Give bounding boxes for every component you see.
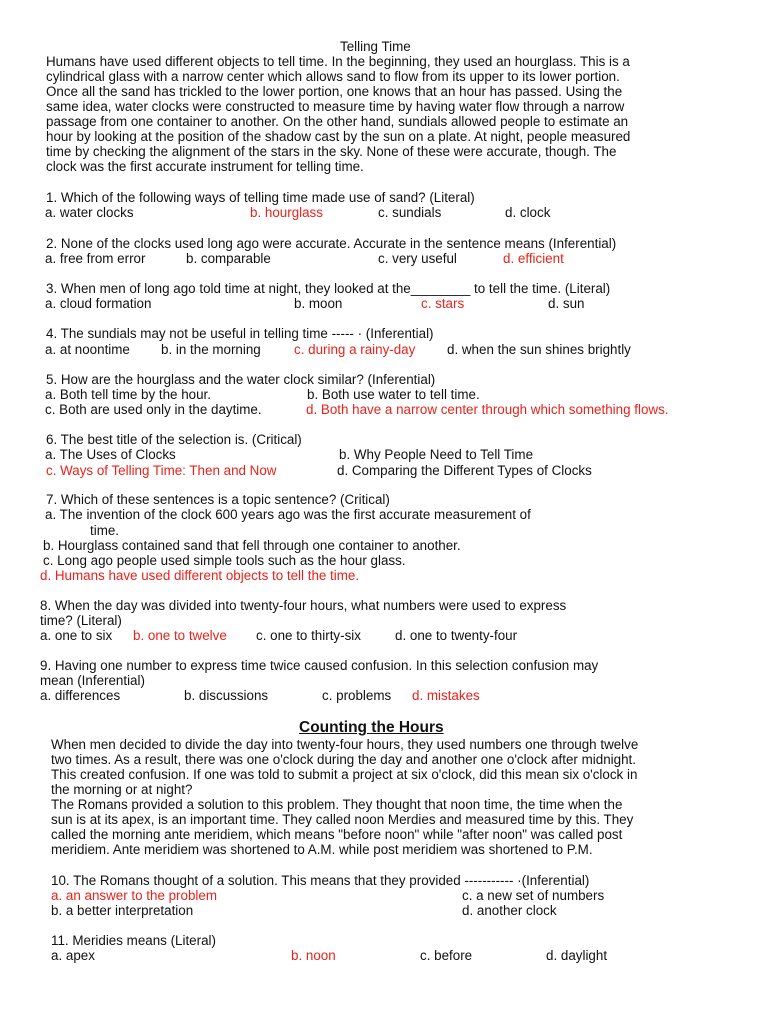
option-a: a. one to six <box>40 628 113 643</box>
option-c: c. problems <box>322 688 392 703</box>
option-c-answer: c. Ways of Telling Time: Then and Now <box>46 463 277 478</box>
question-stem: 5. How are the hourglass and the water clock similar? (Inferential) <box>46 372 436 387</box>
option-b: b. a better interpretation <box>51 903 194 918</box>
question-stem: 2. None of the clocks used long ago were accurate. Accurate in the sentence means (Inferential) <box>46 236 617 251</box>
question-stem: 8. When the day was divided into twenty-four hours, what numbers were used to express <box>40 598 567 613</box>
option-c: c. a new set of numbers <box>462 888 605 903</box>
option-d-answer: d. mistakes <box>412 688 480 703</box>
option-b: b. Both use water to tell time. <box>307 387 480 402</box>
option-d: d. Comparing the Different Types of Clocks <box>337 463 592 478</box>
option-b: b. comparable <box>186 251 271 266</box>
question-stem-continued: time? (Literal) <box>40 613 122 628</box>
option-b: b. Why People Need to Tell Time <box>339 447 534 462</box>
option-b-answer: b. noon <box>291 948 336 963</box>
question-stem: 10. The Romans thought of a solution. This means that they provided ----------- ·(Inferential) <box>51 873 590 888</box>
passage-line: clock was the first accurate instrument for telling time. <box>46 159 364 174</box>
option-d: d. one to twenty-four <box>395 628 518 643</box>
option-c: c. Both are used only in the daytime. <box>45 402 262 417</box>
passage-line: two times. As a result, there was one o'clock during the day and another one o'clock after midnight. <box>51 752 636 767</box>
option-d: d. daylight <box>546 948 608 963</box>
option-b-answer: b. one to twelve <box>133 628 227 643</box>
passage-line: meridiem. Ante meridiem was shortened to A.M. while post meridiem was shortened to P.M. <box>51 842 593 857</box>
question-stem: 3. When men of long ago told time at night, they looked at the________ to tell the time. (Literal) <box>46 281 611 296</box>
passage-line: Once all the sand has trickled to the lower portion, one knows that an hour has passed. Using the <box>46 84 623 99</box>
passage-line: Humans have used different objects to tell time. In the beginning, they used an hourglass. This is a <box>46 54 630 69</box>
option-b: b. moon <box>294 296 343 311</box>
option-b-answer: b. hourglass <box>250 205 323 220</box>
option-c: c. sundials <box>378 205 442 220</box>
option-a: a. The Uses of Clocks <box>45 447 176 462</box>
passage-line: called the morning ante meridiem, which means "before noon" while "after noon" was called post <box>51 827 623 842</box>
option-c: c. before <box>420 948 473 963</box>
option-d: d. another clock <box>462 903 557 918</box>
question-stem: 7. Which of these sentences is a topic sentence? (Critical) <box>46 492 390 507</box>
question-stem: 9. Having one number to express time twice caused confusion. In this selection confusion may <box>40 658 599 673</box>
passage-line: This created confusion. If one was told to submit a project at six o'clock, did this mean six o'clock in <box>51 767 638 782</box>
option-b: b. discussions <box>184 688 269 703</box>
passage-line: The Romans provided a solution to this problem. They thought that noon time, the time when the <box>51 797 623 812</box>
option-b: b. Hourglass contained sand that fell through one container to another. <box>43 538 461 553</box>
option-c-answer: c. stars <box>421 296 465 311</box>
option-a: a. differences <box>40 688 121 703</box>
section-heading: Counting the Hours <box>299 719 444 736</box>
option-c-answer: c. during a rainy-day <box>294 342 416 357</box>
option-c: c. Long ago people used simple tools such as the hour glass. <box>43 553 406 568</box>
option-a: a. free from error <box>45 251 146 266</box>
option-d: d. sun <box>548 296 585 311</box>
option-a: a. cloud formation <box>45 296 152 311</box>
question-stem: 11. Meridies means (Literal) <box>51 933 216 948</box>
option-c: c. one to thirty-six <box>256 628 361 643</box>
option-b: b. in the morning <box>161 342 261 357</box>
option-d-answer: d. Humans have used different objects to tell the time. <box>40 568 360 583</box>
option-d: d. clock <box>505 205 551 220</box>
question-stem: 6. The best title of the selection is. (Critical) <box>46 432 302 447</box>
passage-line: same idea, water clocks were constructed to measure time by having water flow through a narrow <box>46 99 625 114</box>
option-a: a. at noontime <box>45 342 130 357</box>
passage-line: cylindrical glass with a narrow center which allows sand to flow from its upper to its lower portion. <box>46 69 620 84</box>
option-d-answer: d. efficient <box>503 251 564 266</box>
option-c: c. very useful <box>378 251 457 266</box>
option-a: a. The invention of the clock 600 years ago was the first accurate measurement of <box>45 507 531 522</box>
option-d: d. when the sun shines brightly <box>447 342 631 357</box>
passage-line: passage from one container to another. On the other hand, sundials allowed people to estimate an <box>46 114 629 129</box>
passage-line: sun is at its apex, is an important time. They called noon Merdies and measured time by this. They <box>51 812 634 827</box>
passage-line: the morning or at night? <box>51 782 193 797</box>
passage-line: hour by looking at the position of the shadow cast by the sun on a plate. At night, people measured <box>46 129 631 144</box>
question-stem: 4. The sundials may not be useful in telling time ----- · (Inferential) <box>46 326 434 341</box>
option-a: a. Both tell time by the hour. <box>45 387 211 402</box>
option-a: a. water clocks <box>45 205 134 220</box>
option-a-continued: time. <box>90 523 120 538</box>
option-a: a. apex <box>51 948 95 963</box>
question-stem: 1. Which of the following ways of telling time made use of sand? (Literal) <box>46 190 475 205</box>
page-title: Telling Time <box>340 39 411 54</box>
passage-line: time by checking the alignment of the stars in the sky. None of these were accurate, though. The <box>46 144 617 159</box>
option-d-answer: d. Both have a narrow center through which something flows. <box>306 402 669 417</box>
option-a-answer: a. an answer to the problem <box>51 888 217 903</box>
passage-line: When men decided to divide the day into twenty-four hours, they used numbers one through twelve <box>51 737 639 752</box>
question-stem-continued: mean (Inferential) <box>40 673 145 688</box>
